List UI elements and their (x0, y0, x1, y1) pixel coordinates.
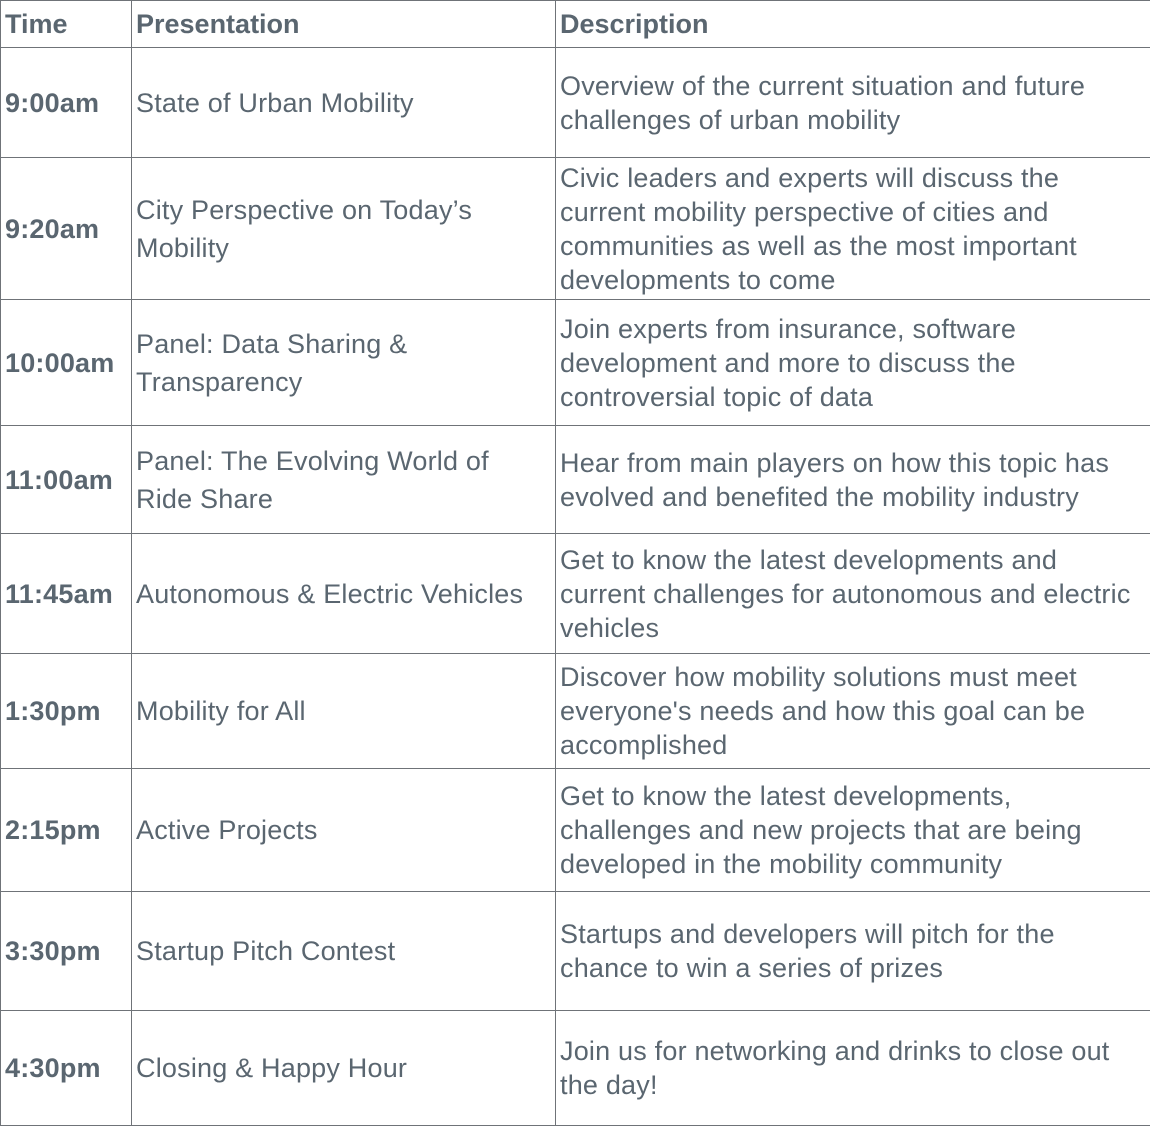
description-cell: Join experts from insurance, software development and more to discuss the controversial topic of data (556, 300, 1150, 426)
time-cell: 1:30pm (1, 654, 132, 769)
time-cell: 9:00am (1, 48, 132, 158)
table-row (1, 1011, 1150, 1126)
header-row (1, 1, 1150, 48)
table-row (1, 892, 1150, 1011)
table-row (1, 654, 1150, 769)
description-cell: Civic leaders and experts will discuss the current mobility perspective of cities and communities as well as the most important developments to come (556, 158, 1150, 300)
presentation-cell: State of Urban Mobility (132, 48, 556, 158)
presentation-cell: Active Projects (132, 769, 556, 892)
time-cell: 3:30pm (1, 892, 132, 1011)
table-row (1, 769, 1150, 892)
description-cell: Get to know the latest developments, challenges and new projects that are being developed in the mobility community (556, 769, 1150, 892)
table-row (1, 158, 1150, 300)
time-cell: 4:30pm (1, 1011, 132, 1126)
column-header-description: Description (556, 1, 1150, 48)
table-row (1, 48, 1150, 158)
table-row (1, 534, 1150, 654)
presentation-cell: Autonomous & Electric Vehicles (132, 534, 556, 654)
presentation-cell: City Perspective on Today’s Mobility (132, 158, 556, 300)
description-cell: Discover how mobility solutions must meet everyone's needs and how this goal can be accomplished (556, 654, 1150, 769)
description-cell: Get to know the latest developments and current challenges for autonomous and electric vehicles (556, 534, 1150, 654)
column-header-time: Time (1, 1, 132, 48)
presentation-cell: Closing & Happy Hour (132, 1011, 556, 1126)
time-cell: 9:20am (1, 158, 132, 300)
time-cell: 10:00am (1, 300, 132, 426)
table-row (1, 300, 1150, 426)
presentation-cell: Panel: The Evolving World of Ride Share (132, 426, 556, 534)
description-cell: Startups and developers will pitch for the chance to win a series of prizes (556, 892, 1150, 1011)
presentation-cell: Mobility for All (132, 654, 556, 769)
time-cell: 11:45am (1, 534, 132, 654)
description-cell: Hear from main players on how this topic has evolved and benefited the mobility industry (556, 426, 1150, 534)
presentation-cell: Panel: Data Sharing & Transparency (132, 300, 556, 426)
description-cell: Overview of the current situation and future challenges of urban mobility (556, 48, 1150, 158)
table-row (1, 426, 1150, 534)
time-cell: 11:00am (1, 426, 132, 534)
column-header-presentation: Presentation (132, 1, 556, 48)
description-cell: Join us for networking and drinks to close out the day! (556, 1011, 1150, 1126)
time-cell: 2:15pm (1, 769, 132, 892)
presentation-cell: Startup Pitch Contest (132, 892, 556, 1011)
